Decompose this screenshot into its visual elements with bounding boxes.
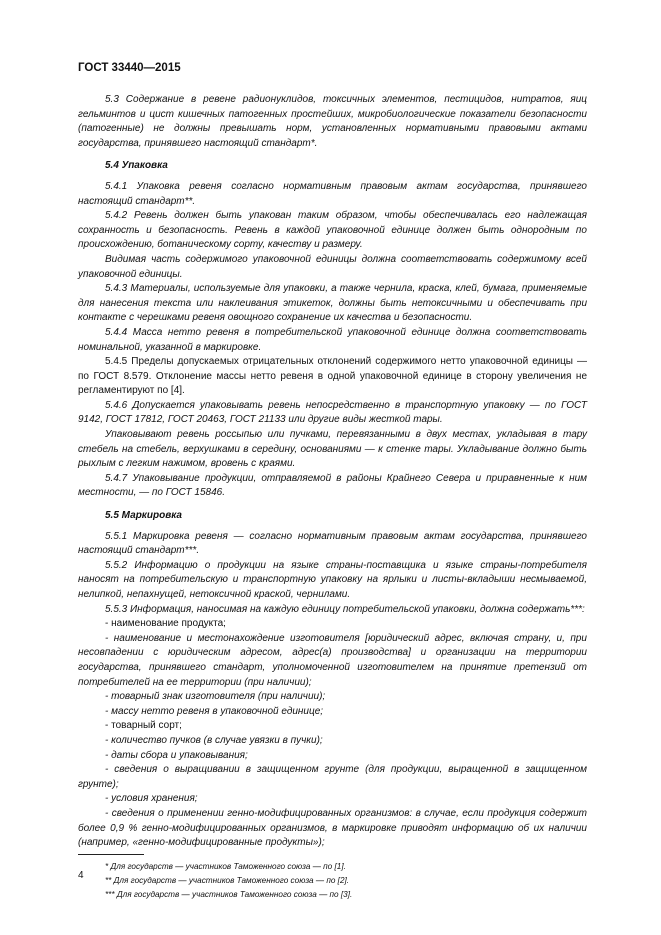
clause-5-4-4: 5.4.4 Масса нетто ревеня в потребительской упаковочной единице должна соответствовать номинальной, указанной в маркировке. bbox=[78, 326, 587, 353]
section-5-4-heading: 5.4 Упаковка bbox=[105, 160, 168, 172]
section-5-5-heading: 5.5 Маркировка bbox=[105, 510, 182, 522]
document-code: ГОСТ 33440—2015 bbox=[78, 62, 181, 74]
list-item: - условия хранения; bbox=[105, 793, 198, 805]
list-item: - сведения о выращивании в защищенном грунте (для продукции, выращенной в защищенном грунте); bbox=[78, 764, 587, 790]
clause-5-4-3: 5.4.3 Материалы, используемые для упаковки, а также чернила, краска, клей, бумага, применяемые для нанесения текста или наклеивания этикеток, должны быть нетоксичными и обеспечивать при контакте с черешками ревеня овощного сохранение их качества и безопасности. bbox=[78, 283, 587, 324]
list-item: - товарный сорт; bbox=[105, 720, 182, 732]
list-item: - наименование продукта; bbox=[105, 618, 226, 630]
list-item: - количество пучков (в случае увязки в пучки); bbox=[105, 734, 323, 746]
list-item: - наименование и местонахождение изготовителя [юридический адрес, включая страну, и, при несовпадении с юридическим адресом, адрес(а) производства] и организации на территории государства, принявшего стандарт, уполномоченной изготовителем на принятие претензий от потребителей на ее территории (при наличии); bbox=[78, 632, 587, 688]
list-item: - даты сбора и упаковывания; bbox=[105, 749, 248, 761]
clause-5-4-2: 5.4.2 Ревень должен быть упакован таким образом, чтобы обеспечивалась его надлежащая сохранность и безопасность. Ревень в каждой упаковочной единице должен быть однородным по происхождению, ботаническому сорту, качеству и размеру. bbox=[78, 210, 587, 251]
clause-5-4-6-b: Упаковывают ревень россыпью или пучками, перевязанными в двух местах, укладывая в тару стебель на стебель, верхушками в середину, основаниями — к стенке тары. Укладывание должно быть рыхлым с легким нажимом, вровень с краями. bbox=[78, 429, 587, 470]
clause-5-3: 5.3 Содержание в ревене радионуклидов, токсичных элементов, пестицидов, нитратов, яиц гельминтов и цист кишечных патогенных простейших, микробиологические показатели безопасности (патогенные) не должны превышать норм, установленных нормативными правовыми актами государства, принявшего настоящий стандарт*. bbox=[78, 94, 587, 149]
page-number: 4 bbox=[78, 870, 84, 881]
footnote: * Для государств — участников Таможенного союза — по [1]. bbox=[105, 861, 346, 871]
clause-5-4-2-b: Видимая часть содержимого упаковочной единицы должна соответствовать содержимому всей упаковочной единицы. bbox=[78, 253, 587, 280]
clause-5-5-2: 5.5.2 Информацию о продукции на языке страны-поставщика и языке страны-потребителя наносят на потребительскую и транспортную упаковку на ярлыки и листы-вкладыши несмываемой, нелипкой, непахнущей, нетоксичной краской, чернилами. bbox=[78, 559, 587, 600]
list-item: - массу нетто ревеня в упаковочной единице; bbox=[105, 705, 324, 717]
footnote: *** Для государств — участников Таможенного союза — по [3]. bbox=[105, 889, 353, 899]
clause-5-4-5: 5.4.5 Пределы допускаемых отрицательных отклонений содержимого нетто упаковочной единицы — по ГОСТ 8.579. Отклонение массы нетто ревеня в одной упаковочной единице в сторону увеличения не регламентируют по [4]. bbox=[78, 356, 587, 397]
document-body bbox=[78, 93, 587, 902]
list-item: - сведения о применении генно-модифицированных организмов: в случае, если продукция содержит более 0,9 % генно-модифицированных организмов, в маркировке приводят информацию об их наличии (например, «генно-модифицированные продукты»); bbox=[78, 807, 587, 849]
clause-5-4-1: 5.4.1 Упаковка ревеня согласно нормативным правовым актам государства, принявшего настоящий стандарт**. bbox=[78, 180, 587, 207]
clause-5-4-7: 5.4.7 Упаковывание продукции, отправляемой в районы Крайнего Севера и приравненные к ним местности, — по ГОСТ 15846. bbox=[78, 472, 587, 499]
clause-5-5-1: 5.5.1 Маркировка ревеня — согласно нормативным правовым актам государства, принявшего настоящий стандарт***. bbox=[78, 530, 587, 557]
clause-5-4-6: 5.4.6 Допускается упаковывать ревень непосредственно в транспортную упаковку — по ГОСТ 9142, ГОСТ 17812, ГОСТ 20463, ГОСТ 21133 или другие виды жесткой тары. bbox=[78, 399, 587, 426]
clause-5-5-3: 5.5.3 Информация, наносимая на каждую единицу потребительской упаковки, должна содержать***: bbox=[105, 603, 585, 615]
list-item: - товарный знак изготовителя (при наличии); bbox=[105, 691, 326, 703]
footnote-divider bbox=[78, 854, 144, 855]
footnote: ** Для государств — участников Таможенного союза — по [2]. bbox=[105, 875, 350, 885]
